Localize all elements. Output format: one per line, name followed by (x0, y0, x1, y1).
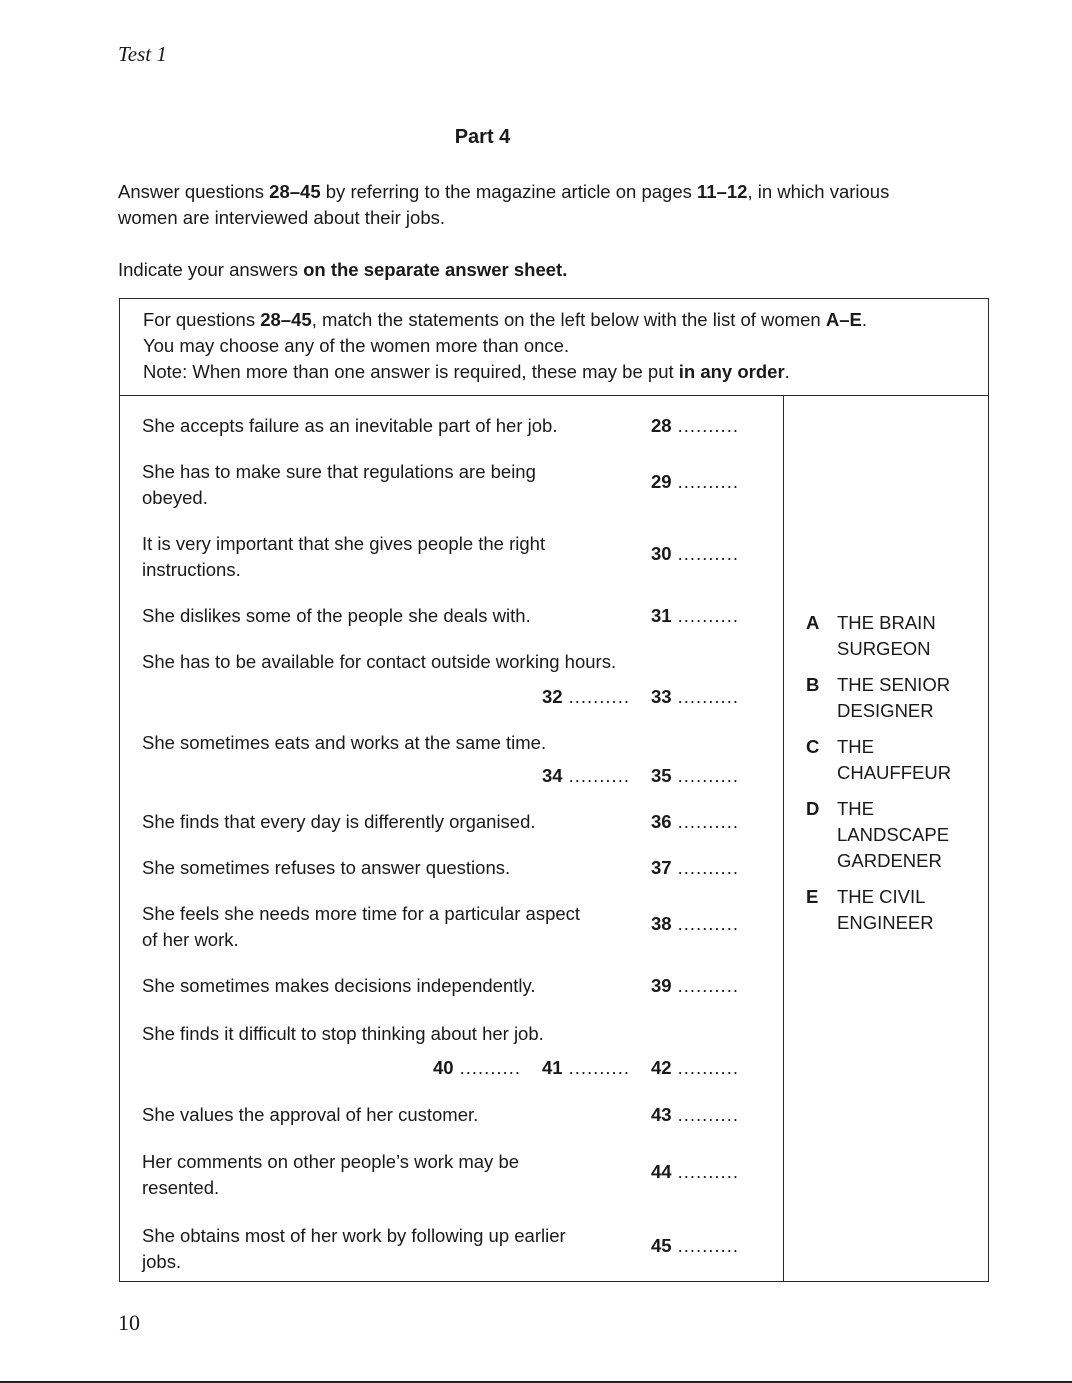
statement: She finds that every day is differently organised. (142, 811, 536, 832)
intro-paragraph: Answer questions 28–45 by referring to the magazine article on pages 11–12, in which various women are interviewed about their jobs. (118, 181, 890, 228)
answer-blank-31[interactable]: 31 .......... (651, 605, 739, 626)
answer-blank-44[interactable]: 44 .......... (651, 1161, 739, 1182)
instruction-line-1: For questions 28–45, match the statements on the left below with the list of women A–E. (143, 309, 867, 330)
answer-blank-42[interactable]: 42 .......... (651, 1057, 739, 1078)
statement: She sometimes makes decisions independently. (142, 975, 536, 996)
answer-blank-32[interactable]: 32 .......... (542, 686, 630, 707)
option-e: E THE CIVIL ENGINEER (806, 886, 934, 933)
answer-blank-40[interactable]: 40 .......... (433, 1057, 521, 1078)
statement: She obtains most of her work by following up earlier jobs. (142, 1225, 566, 1272)
statement: She has to be available for contact outside working hours. (142, 651, 617, 672)
option-c: C THE CHAUFFEUR (806, 736, 952, 783)
column-divider (783, 395, 784, 1281)
statement: Her comments on other people’s work may be resented. (142, 1151, 520, 1198)
statement: She finds it difficult to stop thinking about her job. (142, 1023, 544, 1044)
option-a: A THE BRAIN SURGEON (806, 612, 936, 659)
statement: She feels she needs more time for a particular aspect of her work. (142, 903, 581, 950)
women-options-list (806, 610, 986, 946)
statement: She has to make sure that regulations are being obeyed. (142, 461, 536, 508)
statement: It is very important that she gives people the right instructions. (142, 533, 546, 580)
statement: She values the approval of her customer. (142, 1104, 479, 1125)
statement: She sometimes eats and works at the same time. (142, 732, 547, 753)
statement: She sometimes refuses to answer questions. (142, 857, 511, 878)
answer-blank-38[interactable]: 38 .......... (651, 913, 739, 934)
task-instructions (120, 299, 988, 396)
statement: She dislikes some of the people she deals with. (142, 605, 531, 626)
page-number: 10 (118, 1310, 140, 1335)
option-d: D THE LANDSCAPE GARDENER (806, 798, 950, 871)
answer-instruction: Indicate your answers on the separate answer sheet. (118, 259, 568, 280)
option-b: B THE SENIOR DESIGNER (806, 674, 951, 721)
answer-blank-43[interactable]: 43 .......... (651, 1104, 739, 1125)
running-header: Test 1 (118, 42, 167, 66)
answer-blank-36[interactable]: 36 .......... (651, 811, 739, 832)
instruction-line-3: Note: When more than one answer is required, these may be put in any order. (143, 361, 790, 382)
answer-blank-30[interactable]: 30 .......... (651, 543, 739, 564)
page-title: Part 4 (454, 126, 511, 148)
answer-blank-28[interactable]: 28 .......... (651, 415, 739, 436)
instruction-line-2: You may choose any of the women more than once. (143, 335, 570, 356)
answer-blank-35[interactable]: 35 .......... (651, 765, 739, 786)
answer-blank-41[interactable]: 41 .......... (542, 1057, 630, 1078)
answer-blank-29[interactable]: 29 .......... (651, 471, 739, 492)
answer-blank-39[interactable]: 39 .......... (651, 975, 739, 996)
answer-blank-34[interactable]: 34 .......... (542, 765, 630, 786)
answer-blank-33[interactable]: 33 .......... (651, 686, 739, 707)
statement: She accepts failure as an inevitable part of her job. (142, 415, 558, 436)
answer-blank-45[interactable]: 45 .......... (651, 1235, 739, 1256)
answer-blank-37[interactable]: 37 .......... (651, 857, 739, 878)
